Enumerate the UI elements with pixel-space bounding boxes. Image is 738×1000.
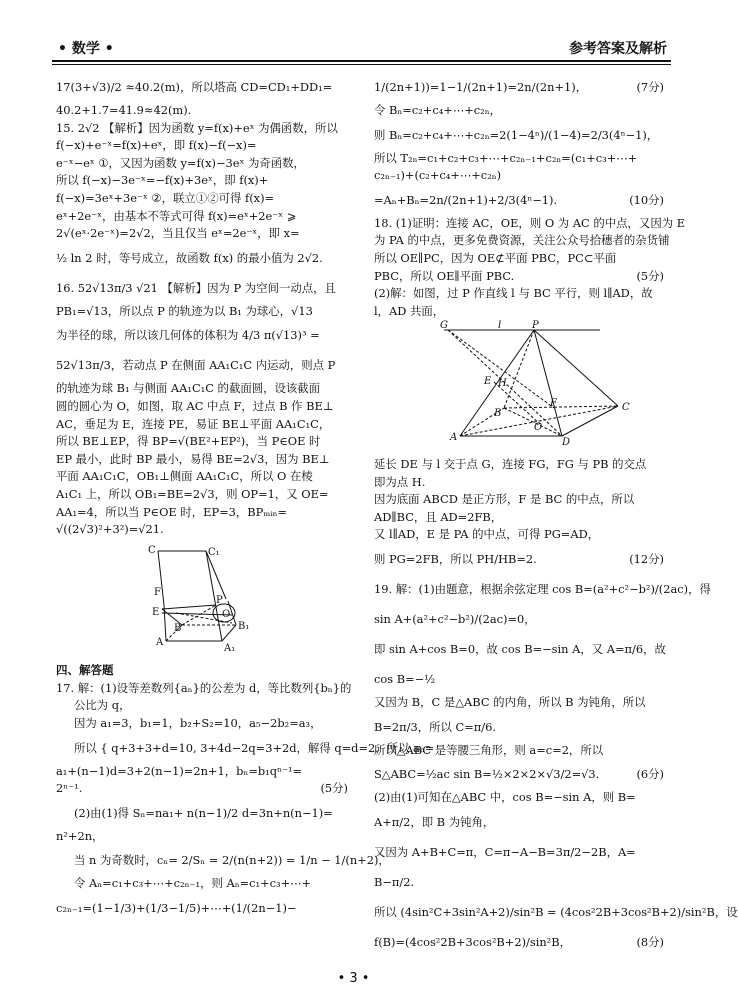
text-line: n²+2n， — [56, 828, 104, 843]
label-F: F — [550, 398, 557, 410]
label-O: O — [222, 608, 231, 620]
text-line: ½ ln 2 时，等号成立，故函数 f(x) 的最小值为 2√2. — [56, 250, 323, 265]
text-line — [374, 268, 668, 286]
label-P: P — [216, 594, 223, 606]
text-line: f(−x)+e⁻ˣ=f(x)+eˣ，即 f(x)−f(−x)= — [56, 138, 257, 153]
text-span: 2ⁿ⁻¹. — [56, 781, 83, 796]
text-line: a₁+(n−1)d=3+2(n−1)=2n+1，bₙ=b₁qⁿ⁻¹= — [56, 763, 303, 778]
label-F: F — [154, 586, 161, 598]
text-line: PB₁=√13，所以点 P 的轨迹为以 B₁ 为球心，√13 — [56, 303, 313, 318]
header-rule-thin — [52, 64, 671, 65]
text-line: 2√(eˣ·2e⁻ˣ)=2√2，当且仅当 eˣ=2e⁻ˣ，即 x= — [56, 226, 300, 241]
label-A: A — [450, 432, 458, 444]
text-line — [56, 780, 352, 798]
text-span: f(B)=(4cos²2B+3cos²B+2)/sin²B， — [374, 934, 572, 949]
text-line: c₂ₙ₋₁)+(c₂+c₄+⋯+c₂ₙ) — [374, 168, 502, 183]
text-line: eˣ+2e⁻ˣ，由基本不等式可得 f(x)=eˣ+2e⁻ˣ ⩾ — [56, 208, 297, 223]
score-mark: (6分) — [636, 767, 664, 782]
prism-diagram — [56, 543, 352, 653]
text-line: B−π/2. — [374, 874, 415, 889]
score-mark: (5分) — [320, 781, 348, 796]
label-B: B — [174, 622, 182, 634]
text-line — [374, 759, 668, 789]
label-P: P — [532, 320, 539, 332]
text-line: AD∥BC，且 AD=2FB， — [374, 509, 503, 524]
text-line: AC，垂足为 E，连接 PE，易证 BE⊥平面 AA₁C₁C， — [56, 416, 331, 431]
text-line — [374, 927, 668, 957]
text-line — [374, 72, 668, 102]
text-line: 即为点 H. — [374, 474, 426, 489]
text-span: PBC，所以 OE∥平面 PBC. — [374, 268, 515, 283]
text-line: 圆的圆心为 O，如图，取 AC 中点 F，过点 B 作 BE⊥ — [56, 398, 334, 413]
label-l: l — [498, 320, 502, 332]
text-span: =Aₙ+Bₙ=2n/(2n+1)+2/3(4ⁿ−1). — [374, 192, 558, 207]
label-C: C — [622, 402, 630, 414]
text-line: A+π/2，即 B 为钝角， — [374, 814, 495, 829]
right-column — [374, 72, 738, 957]
text-line: 因为 a₁=3，b₁=1，b₂+S₂=10，a₅−2b₂=a₃， — [74, 716, 322, 731]
text-line: e⁻ˣ−eˣ ①，又因为函数 y=f(x)−3eˣ 为奇函数， — [56, 155, 305, 170]
label-A1: A₁ — [224, 642, 236, 654]
text-line: l，AD 共面， — [374, 303, 445, 318]
text-line: 40.2+1.7=41.9≈42(m). — [56, 103, 192, 117]
text-line: 因为底面 ABCD 是正方形，F 是 BC 的中点，所以 — [374, 492, 635, 507]
label-O: O — [534, 422, 543, 434]
score-mark: (7分) — [636, 80, 664, 94]
text-line: 延长 DE 与 l 交于点 G，连接 FG，FG 与 PB 的交点 — [374, 456, 647, 471]
text-line: 19. 解：(1)由题意，根据余弦定理 cos B=(a²+c²−b²)/(2ac)，得 — [374, 581, 711, 596]
label-E: E — [152, 606, 160, 618]
text-line: 所以 { q+3+3+d=10, 3+4d−2q=3+2d，解得 q=d=2，所以 aₙ= — [74, 740, 435, 755]
text-line: A₁C₁ 上，所以 OB₁=BE=2√3，则 OP=1，又 OE= — [56, 486, 329, 501]
prism-figure — [56, 543, 352, 659]
label-A: A — [156, 636, 164, 648]
pyramid-figure — [374, 320, 668, 452]
header-subject: • 数学 • — [58, 41, 114, 57]
label-E: E — [484, 376, 492, 388]
label-B1: B₁ — [238, 620, 250, 632]
header-title: 参考答案及解析 — [569, 41, 667, 57]
text-line: 则 Bₙ=c₂+c₄+⋯+c₂ₙ=2(1−4ⁿ)/(1−4)=2/3(4ⁿ−1)， — [374, 127, 659, 142]
text-line: 令 Bₙ=c₂+c₄+⋯+c₂ₙ， — [374, 103, 502, 117]
text-line: 所以 (4sin²C+3sin²A+2)/sin²B = (4cos²2B+3cos²B+2)/sin²B，设 — [374, 904, 738, 919]
solution-block-14-16 — [56, 72, 352, 539]
text-line: 为 PA 的中点，更多免费资源，关注公众号拾穗者的杂货铺 — [374, 233, 670, 248]
section-heading: 四、解答题 — [56, 663, 114, 678]
label-C: C — [148, 544, 156, 556]
text-line: 令 Aₙ=c₁+c₃+⋯+c₂ₙ₋₁，则 Aₙ=c₁+c₃+⋯+ — [74, 876, 312, 891]
label-D: D — [562, 437, 571, 449]
text-span: 1/(2n+1))=1−1/(2n+1)=2n/(2n+1)， — [374, 80, 588, 94]
text-line: (2)解：如图，过 P 作直线 l 与 BC 平行，则 l∥AD，故 — [374, 286, 653, 301]
text-line: 17(3+√3)/2 ≈40.2(m)，所以塔高 CD=CD₁+DD₁= — [56, 80, 333, 94]
text-line — [374, 544, 668, 574]
solution-block-18-2 — [374, 456, 668, 574]
text-line: 17. 解：(1)设等差数列{aₙ}的公差为 d，等比数列{bₙ}的 — [56, 680, 352, 695]
text-line: cos B=−½ — [374, 671, 436, 686]
text-line: (2)由(1)得 Sₙ=na₁+ n(n−1)/2 d=3n+n(n−1)= — [74, 805, 333, 820]
label-B: B — [494, 408, 502, 420]
pyramid-diagram — [374, 320, 668, 449]
text-line: 当 n 为奇数时，cₙ= 2/Sₙ = 2/(n(n+2)) = 1/n − 1/(n+2)， — [74, 853, 390, 868]
text-line: √((2√3)²+3²)=√21. — [56, 522, 164, 537]
text-line: f(−x)=3eˣ+3e⁻ˣ ②，联立①②可得 f(x)= — [56, 190, 275, 205]
score-mark: (8分) — [636, 934, 664, 949]
text-line: 为半径的球，所以该几何体的体积为 4/3 π(√13)³ = — [56, 328, 320, 343]
score-mark: (12分) — [629, 551, 664, 566]
label-C1: C₁ — [208, 546, 220, 558]
solution-block-19 — [374, 574, 738, 957]
text-line: 又因为 A+B+C=π，C=π−A−B=3π/2−2B，A= — [374, 844, 636, 859]
text-line: 平面 AA₁C₁C，OB₁⊥侧面 AA₁C₁C，所以 O 在棱 — [56, 469, 313, 484]
text-span: 则 PG=2FB，所以 PH/HB=2. — [374, 551, 537, 566]
text-line: AA₁=4，所以当 P∈OE 时，EP=3，BPₘᵢₙ= — [56, 504, 288, 519]
text-line: 又因为 B，C 是△ABC 的内角，所以 B 为钝角，所以 — [374, 694, 646, 709]
text-line: c₂ₙ₋₁=(1−1/3)+(1/3−1/5)+⋯+(1/(2n−1)− — [56, 901, 297, 916]
text-line: 所以 BE⊥EP，得 BP=√(BE²+EP²)，当 P∈OE 时 — [56, 434, 321, 449]
text-line: B=2π/3，所以 C=π/6. — [374, 719, 496, 734]
text-line: 所以△ABC 是等腰三角形，则 a=c=2，所以 — [374, 742, 604, 757]
text-line — [374, 185, 668, 215]
text-line: 15. 2√2 【解析】因为函数 y=f(x)+eˣ 为偶函数，所以 — [56, 120, 338, 135]
text-line: 所以 OE∥PC，因为 OE⊄平面 PBC，PC⊂平面 — [374, 250, 617, 265]
label-H: H — [498, 378, 507, 390]
solution-block-17-cont-18 — [374, 72, 686, 320]
label-G: G — [440, 320, 448, 332]
score-mark: (5分) — [636, 268, 664, 283]
text-line: sin A+(a²+c²−b²)/(2ac)=0， — [374, 611, 536, 626]
text-span: S△ABC=½ac sin B=½×2×2×√3/2=√3. — [374, 767, 600, 782]
text-line: 18. (1)证明：连接 AC，OE，则 O 为 AC 的中点，又因为 E — [374, 215, 686, 230]
text-line: 又 l∥AD，E 是 PA 的中点，可得 PG=AD， — [374, 527, 600, 542]
text-line: 所以 T₂ₙ=c₁+c₂+c₃+⋯+c₂ₙ₋₁+c₂ₙ=(c₁+c₃+⋯+ — [374, 150, 638, 165]
page-number: • 3 • — [337, 971, 370, 986]
score-mark: (10分) — [629, 192, 664, 207]
text-line: 16. 52√13π/3 √21 【解析】因为 P 为空间一动点，且 — [56, 280, 336, 295]
text-line: EP 最小，此时 BP 最小，易得 BE=2√3，因为 BE⊥ — [56, 451, 330, 466]
text-line: (2)由(1)可知在△ABC 中，cos B=−sin A，则 B= — [374, 790, 636, 805]
header-rule — [52, 60, 671, 62]
text-line: 公比为 q， — [74, 698, 131, 713]
text-line: 52√13π/3，若动点 P 在侧面 AA₁C₁C 内运动，则点 P — [56, 358, 336, 373]
text-line: 的轨迹为球 B₁ 与侧面 AA₁C₁C 的截面圆，设该截面 — [56, 381, 321, 396]
text-line: 即 sin A+cos B=0，故 cos B=−sin A，又 A=π/6，故 — [374, 641, 666, 656]
text-line: 所以 f(−x)−3e⁻ˣ=−f(x)+3eˣ，即 f(x)+ — [56, 173, 269, 188]
